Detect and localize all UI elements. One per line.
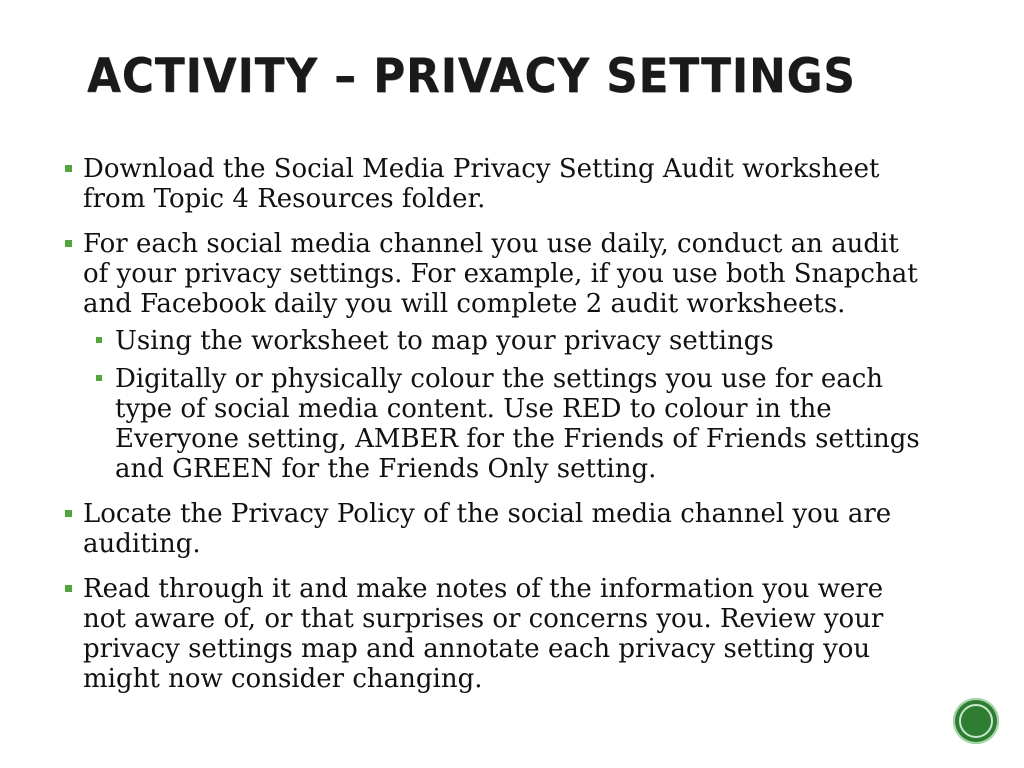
square-bullet-icon (65, 165, 72, 172)
bullet-text: Read through it and make notes of the information you were not aware of, or that surprises or concerns you. Review your privacy settings map and annotate each privacy setting you might now consider changing. (83, 574, 884, 694)
sub-bullet-map-settings (95, 326, 993, 356)
bullet-text: For each social media channel you use daily, conduct an audit of your privacy settings. For example, if you use both Snapchat and Facebook daily you will complete 2 audit worksheets. (83, 229, 918, 319)
sub-bullet-text: Digitally or physically colour the settings you use for each type of social media content. Use RED to colour in the Everyone setting, AMBER for the Friends of Friends settings and GREEN for the Friends Only setting. (115, 364, 920, 484)
slide-content (63, 154, 993, 694)
square-bullet-icon (65, 585, 72, 592)
slide-title: ACTIVITY – PRIVACY SETTINGS (87, 49, 856, 104)
bullet-text: Locate the Privacy Policy of the social media channel you are auditing. (83, 499, 892, 559)
bullet-text: Download the Social Media Privacy Setting Audit worksheet from Topic 4 Resources folder. (83, 154, 880, 214)
bullet-list (63, 154, 993, 694)
sub-bullet-colour-settings (95, 364, 993, 484)
sub-bullet-list (83, 326, 993, 484)
bullet-locate-policy (63, 499, 993, 559)
bullet-conduct-audit (63, 229, 993, 484)
sub-bullet-text: Using the worksheet to map your privacy settings (115, 326, 774, 356)
square-bullet-icon (96, 375, 102, 381)
square-bullet-icon (65, 510, 72, 517)
bullet-download-worksheet (63, 154, 993, 214)
bullet-read-policy (63, 574, 993, 694)
square-bullet-icon (96, 337, 102, 343)
square-bullet-icon (65, 240, 72, 247)
slide-badge-icon (953, 698, 999, 744)
